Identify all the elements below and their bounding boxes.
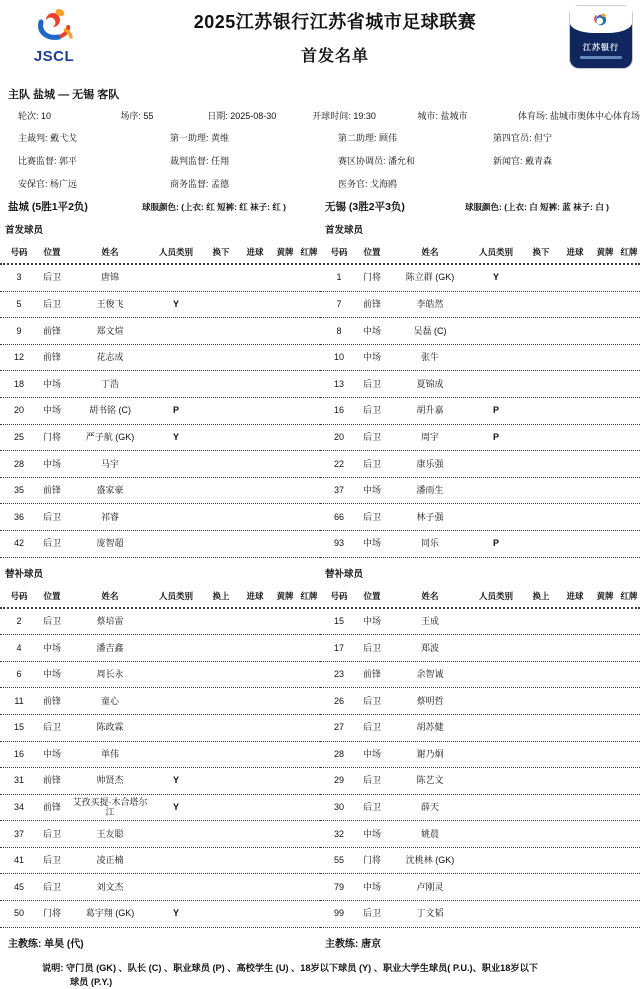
player-position: 后卫: [362, 722, 381, 733]
column-header: 号码: [10, 590, 28, 601]
player-name: 帅贤杰: [96, 775, 124, 786]
home-team-title: 盐城 (5胜1平2负): [8, 201, 88, 213]
column-header: 换上: [212, 590, 230, 601]
column-header: 人员类别: [478, 247, 513, 257]
table-row: [320, 688, 640, 715]
table-row: [320, 531, 640, 558]
column-header: 姓名: [101, 247, 119, 257]
player-number: 7: [336, 298, 342, 309]
table-row: [320, 742, 640, 769]
match-officials: [18, 131, 640, 190]
player-name: 葛宇翔 (GK): [85, 908, 135, 919]
legend-note: 说明: 守门员 (GK) 、队长 (C) 、职业球员 (P) 、高校学生 (U) 、18岁以下球员 (Y) 、职业大学生球员( P.U.)、职业18岁以下: [42, 962, 538, 973]
column-header: 红牌: [620, 590, 638, 601]
player-name: 胡升嘉: [416, 405, 444, 416]
sheet-title: 首发名单: [300, 48, 369, 65]
player-name: 同乐: [420, 538, 439, 549]
player-category: Y: [172, 775, 179, 786]
jscl-logo-text: JSCL: [33, 48, 75, 65]
player-position: 门将: [362, 272, 381, 283]
table-row: [320, 768, 640, 795]
player-name: 郑文煊: [96, 325, 124, 336]
table-row: [0, 504, 320, 531]
player-position: 前锋: [42, 352, 61, 363]
player-position: 后卫: [42, 272, 61, 283]
player-number: 31: [13, 775, 24, 786]
column-header: 号码: [330, 590, 348, 601]
home-subs-header: [0, 590, 320, 602]
home-starters-header: [0, 246, 320, 258]
player-position: 后卫: [42, 722, 61, 733]
table-row: [320, 662, 640, 689]
player-name: 王成: [420, 615, 439, 626]
player-number: 36: [13, 511, 24, 522]
sponsor-name: 江苏银行: [583, 43, 619, 52]
home-coach: 主教练: 单昊 (代): [8, 938, 84, 950]
player-position: 前锋: [362, 298, 381, 309]
player-number: 26: [333, 695, 344, 706]
subs-header-row: [0, 585, 640, 609]
player-position: 后卫: [42, 828, 61, 839]
player-position: 后卫: [362, 378, 381, 389]
column-header: 姓名: [101, 590, 119, 601]
player-position: 后卫: [362, 802, 381, 813]
player-number: 28: [333, 748, 344, 759]
player-name: 陈艺文: [416, 775, 444, 786]
player-number: 99: [333, 908, 344, 919]
player-name: 胡苏健: [416, 722, 444, 733]
sponsor-badge: [570, 6, 632, 68]
info-stadium: 体育场: 盐城市奥体中心体育场: [517, 111, 640, 121]
home-kit-colors: 球服颜色: (上衣: 红 短裤: 红 袜子: 红 ): [142, 202, 287, 212]
player-name: 蔡培雷: [96, 615, 124, 626]
player-number: 13: [333, 378, 344, 389]
player-position: 前锋: [362, 669, 381, 680]
table-row: [320, 504, 640, 531]
player-number: 20: [333, 431, 344, 442]
player-name: 周长永: [96, 669, 124, 680]
player-number: 5: [16, 298, 22, 309]
table-row: [320, 318, 640, 345]
player-position: 前锋: [42, 325, 61, 336]
player-position: 后卫: [42, 298, 61, 309]
player-number: 45: [13, 881, 24, 892]
player-category: P: [172, 405, 179, 416]
player-number: 34: [13, 802, 24, 813]
player-position: 后卫: [362, 511, 381, 522]
player-number: 79: [333, 881, 344, 892]
table-row: [0, 345, 320, 372]
player-number: 16: [333, 405, 344, 416]
column-header: 人员类别: [478, 590, 513, 601]
table-row: [0, 795, 320, 822]
player-name: 花志成: [96, 352, 124, 363]
table-row: [0, 451, 320, 478]
away-coach: 主教练: 唐京: [325, 938, 382, 950]
column-header: 位置: [43, 590, 61, 601]
away-subs-table: [320, 609, 640, 928]
player-number: 93: [333, 538, 344, 549]
info-match-no: 场序: 55: [120, 111, 154, 121]
table-row: [0, 821, 320, 848]
player-position: 中场: [362, 352, 381, 363]
column-header: 姓名: [421, 590, 439, 601]
table-row: [320, 715, 640, 742]
teams-line: 主队 盐城 — 无锡 客队: [8, 89, 120, 101]
official: 赛区协调员: 潘允和: [338, 156, 416, 166]
table-row: [0, 371, 320, 398]
player-position: 前锋: [42, 775, 61, 786]
table-row: [0, 398, 320, 425]
player-position: 中场: [42, 748, 61, 759]
player-name: 童心: [100, 695, 119, 706]
official: 比赛监督: 郭平: [18, 156, 78, 166]
player-position: 中场: [42, 405, 61, 416]
player-position: 后卫: [362, 775, 381, 786]
player-position: 后卫: [42, 538, 61, 549]
table-row: [320, 821, 640, 848]
column-header: 黄牌: [596, 590, 614, 601]
player-position: 中场: [42, 378, 61, 389]
player-number: 50: [13, 908, 24, 919]
player-position: 中场: [362, 538, 381, 549]
player-number: 35: [13, 485, 24, 496]
player-number: 41: [13, 855, 24, 866]
column-header: 进球: [246, 590, 264, 601]
player-position: 后卫: [362, 405, 381, 416]
home-starters-label: 首发球员: [5, 225, 44, 236]
player-name: 单伟: [100, 748, 119, 759]
player-number: 37: [13, 828, 24, 839]
table-row: [0, 901, 320, 928]
table-row: [320, 451, 640, 478]
player-number: 22: [333, 458, 344, 469]
sponsor-badge-text-area: [570, 33, 632, 68]
player-number: 23: [333, 669, 344, 680]
column-header: 黄牌: [276, 247, 294, 257]
player-number: 3: [16, 272, 22, 283]
player-number: 42: [13, 538, 24, 549]
player-number: 4: [16, 642, 22, 653]
player-position: 门将: [362, 855, 381, 866]
column-header: 换下: [212, 247, 230, 257]
player-number: 6: [16, 669, 22, 680]
sponsor-badge-emblem: [570, 6, 632, 33]
player-name: 蔡明哲: [416, 695, 444, 706]
sponsor-subtext-line: [580, 56, 622, 59]
official: 第四官员: 但宁: [493, 133, 553, 143]
column-header: 换上: [532, 590, 550, 601]
player-name: 沈桃林 (GK): [405, 855, 455, 866]
info-kickoff: 开球时间: 19:30: [312, 111, 376, 121]
player-name: 周宇: [420, 431, 439, 442]
player-name: 姚晨: [420, 828, 439, 839]
player-position: 门将: [42, 908, 61, 919]
legend-note-continued: 球员 (P.Y.): [70, 976, 113, 987]
away-starters-table: [320, 265, 640, 558]
official: [493, 177, 640, 190]
official: 安保官: 杨广远: [18, 179, 78, 189]
table-row: [320, 292, 640, 319]
player-position: 后卫: [42, 881, 61, 892]
player-name: 吴磊 (C): [413, 325, 447, 336]
player-number: 32: [333, 828, 344, 839]
player-name: 郑波: [420, 642, 439, 653]
official: 商务监督: 孟德: [170, 179, 230, 189]
table-row: [0, 292, 320, 319]
player-name: 陈政霖: [96, 722, 124, 733]
column-header: 位置: [363, 590, 381, 601]
player-position: 后卫: [362, 431, 381, 442]
home-starters-table: [0, 265, 320, 558]
table-row: [0, 265, 320, 292]
player-category: Y: [172, 298, 179, 309]
table-row: [0, 662, 320, 689]
table-row: [320, 635, 640, 662]
team-bar: [0, 199, 640, 214]
column-header: 人员类别: [158, 590, 193, 601]
player-number: 9: [16, 325, 22, 336]
player-number: 10: [333, 352, 344, 363]
table-row: [0, 531, 320, 558]
official: 医务官: 戈海鸥: [338, 179, 398, 189]
table-row: [0, 635, 320, 662]
column-header: 红牌: [620, 247, 638, 257]
player-name: 潘吉鑫: [96, 642, 124, 653]
column-header: 进球: [566, 590, 584, 601]
player-number: 66: [333, 511, 344, 522]
match-info-row: [18, 109, 640, 122]
official: 新闻官: 戴青森: [493, 156, 553, 166]
column-header: 红牌: [300, 247, 318, 257]
player-position: 中场: [362, 615, 381, 626]
player-position: 中场: [362, 485, 381, 496]
column-header: 红牌: [300, 590, 318, 601]
table-row: [320, 609, 640, 636]
player-position: 前锋: [42, 695, 61, 706]
table-row: [0, 318, 320, 345]
home-subs-table: [0, 609, 320, 928]
player-position: 后卫: [42, 615, 61, 626]
player-name: 谢乃炯: [416, 748, 444, 759]
info-date: 日期: 2025-08-30: [207, 111, 277, 121]
player-number: 18: [13, 378, 24, 389]
player-name: 薛天: [420, 802, 439, 813]
table-row: [0, 742, 320, 769]
player-position: 中场: [362, 325, 381, 336]
table-row: [320, 371, 640, 398]
subs-tables: [0, 609, 640, 928]
player-position: 中场: [42, 458, 61, 469]
sponsor-swirl-icon: [591, 12, 611, 28]
table-row: [0, 688, 320, 715]
player-category: Y: [172, 431, 179, 442]
table-row: [0, 609, 320, 636]
player-number: 37: [333, 485, 344, 496]
player-name: 唐锦: [100, 272, 119, 283]
table-row: [320, 265, 640, 292]
player-position: 后卫: [362, 642, 381, 653]
player-name: 张牛: [420, 352, 439, 363]
coach-row: [0, 928, 640, 952]
player-number: 15: [13, 722, 24, 733]
table-row: [320, 345, 640, 372]
player-name: 严子航 (GK): [85, 431, 135, 442]
table-row: [0, 768, 320, 795]
player-number: 15: [333, 615, 344, 626]
away-team-title: 无锡 (3胜2平3负): [325, 201, 405, 213]
official: 第二助理: 顾伟: [338, 133, 398, 143]
player-position: 中场: [362, 748, 381, 759]
player-name: 刘文杰: [96, 881, 124, 892]
player-position: 中场: [42, 669, 61, 680]
player-category: Y: [492, 272, 499, 283]
player-name: 庞智超: [96, 538, 124, 549]
table-row: [320, 901, 640, 928]
column-header: 位置: [363, 247, 381, 257]
player-name: 卢刚灵: [416, 881, 444, 892]
column-header: 进球: [566, 247, 584, 257]
table-row: [0, 715, 320, 742]
player-number: 11: [14, 695, 24, 706]
player-name: 胡书铭 (C): [89, 405, 131, 416]
player-name: 潘雨生: [416, 485, 444, 496]
player-number: 55: [333, 855, 344, 866]
away-starters-label: 首发球员: [325, 225, 364, 236]
titles: [100, 4, 570, 66]
player-number: 27: [333, 722, 344, 733]
official: 裁判监督: 任翔: [170, 156, 230, 166]
player-position: 后卫: [42, 855, 61, 866]
player-name: 夏锦成: [416, 378, 444, 389]
jscl-logo: [8, 4, 100, 65]
player-number: 8: [336, 325, 342, 336]
player-name: 马宇: [100, 458, 119, 469]
player-number: 2: [16, 615, 22, 626]
player-number: 30: [333, 802, 344, 813]
player-position: 后卫: [362, 458, 381, 469]
player-position: 门将: [42, 431, 61, 442]
home-subs-label: 替补球员: [5, 568, 44, 580]
table-row: [320, 425, 640, 452]
player-name: 康乐强: [416, 458, 444, 469]
player-name: 丁文韬: [416, 908, 444, 919]
player-number: 16: [13, 748, 24, 759]
away-subs-label: 替补球员: [325, 568, 364, 580]
player-name: 李皓然: [416, 298, 444, 309]
player-name: 王友聪: [96, 828, 124, 839]
player-name: 林子强: [416, 511, 444, 522]
sheet-header: [0, 0, 640, 80]
table-row: [0, 478, 320, 505]
subs-labels: [0, 566, 640, 580]
column-header: 黄牌: [276, 590, 294, 601]
player-number: 25: [13, 431, 24, 442]
player-name: 祁睿: [100, 511, 119, 522]
player-position: 后卫: [362, 908, 381, 919]
column-header: 号码: [330, 247, 348, 257]
player-number: 20: [13, 405, 24, 416]
away-starters-header: [320, 246, 640, 258]
column-header: 黄牌: [596, 247, 614, 257]
table-row: [0, 848, 320, 875]
player-category: P: [492, 405, 499, 416]
table-row: [0, 874, 320, 901]
column-header: 姓名: [421, 247, 439, 257]
column-header: 位置: [43, 247, 61, 257]
table-row: [320, 478, 640, 505]
player-name: 陈立群 (GK): [405, 272, 455, 283]
info-round: 轮次: 10: [18, 111, 52, 121]
table-row: [0, 425, 320, 452]
away-subs-header: [320, 590, 640, 602]
player-number: 17: [333, 642, 344, 653]
table-row: [320, 795, 640, 822]
player-position: 前锋: [42, 802, 61, 813]
official: 主裁判: 戴弋戈: [18, 133, 78, 143]
player-category: P: [492, 431, 499, 442]
player-position: 前锋: [42, 485, 61, 496]
player-number: 28: [13, 458, 24, 469]
column-header: 号码: [10, 247, 28, 257]
player-category: P: [492, 538, 499, 549]
table-row: [320, 398, 640, 425]
starters-tables: [0, 265, 640, 558]
player-name: 盛家豪: [96, 485, 124, 496]
player-name: 凌正楠: [96, 855, 124, 866]
away-kit-colors: 球服颜色: (上衣: 白 短裤: 蓝 袜子: 白 ): [465, 202, 610, 212]
table-row: [320, 874, 640, 901]
player-number: 29: [333, 775, 344, 786]
player-number: 1: [336, 272, 342, 283]
starters-header-row: [0, 241, 640, 265]
player-name: 余智诚: [416, 669, 444, 680]
table-row: [320, 848, 640, 875]
column-header: 换下: [532, 247, 550, 257]
player-category: Y: [172, 802, 179, 813]
starters-labels: [0, 222, 640, 236]
player-position: 中场: [42, 642, 61, 653]
official: 第一助理: 黄维: [170, 133, 230, 143]
info-city: 城市: 盐城市: [417, 111, 468, 121]
player-position: 中场: [362, 881, 381, 892]
player-name: 丁浩: [100, 378, 119, 389]
player-name: 王俊飞: [96, 298, 124, 309]
player-category: Y: [172, 908, 179, 919]
column-header: 人员类别: [158, 247, 193, 257]
player-number: 12: [13, 352, 24, 363]
player-name: 艾孜买提·木合塔尔江: [72, 796, 148, 818]
player-position: 中场: [362, 828, 381, 839]
player-position: 后卫: [362, 695, 381, 706]
column-header: 进球: [246, 247, 264, 257]
competition-title: 2025江苏银行江苏省城市足球联赛: [193, 12, 477, 32]
player-position: 后卫: [42, 511, 61, 522]
